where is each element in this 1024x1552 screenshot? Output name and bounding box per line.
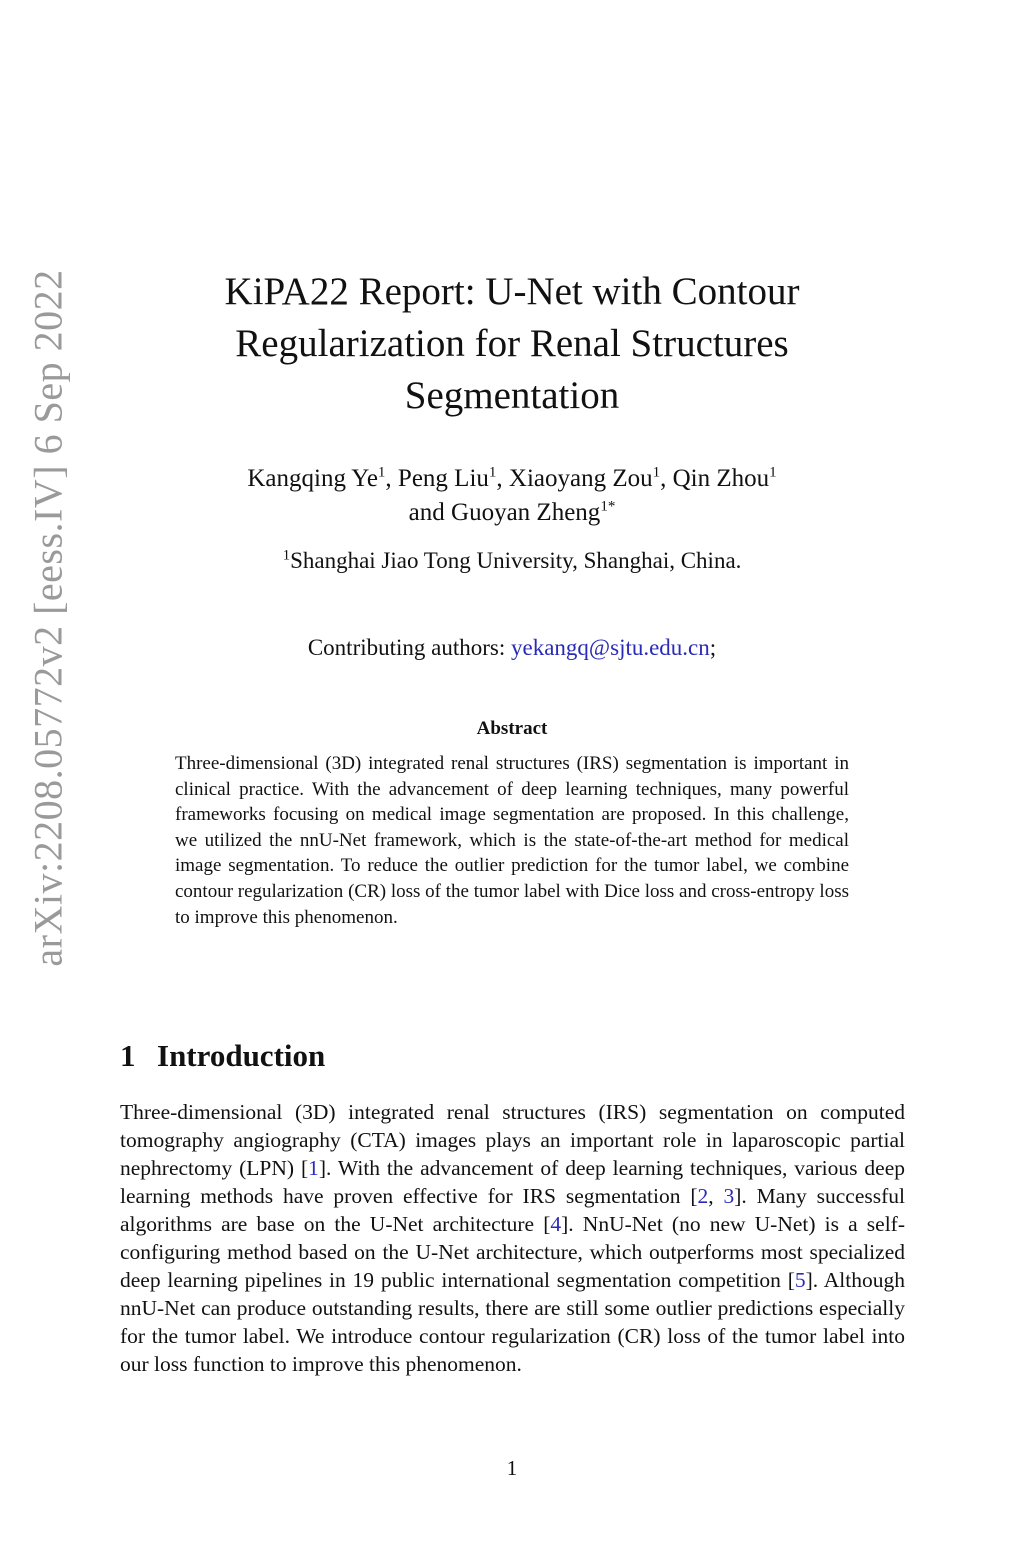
contributing-label: Contributing authors: (307, 635, 512, 660)
paragraph-text: ]. Although nnU-Net can produce outstanding results, there are still some outlier predictions especially for the tumor label. We introduce contour regularization (CR) loss of the tumor label into our loss function to improve this phenomenon. (120, 1268, 905, 1376)
citation-link[interactable]: 5 (794, 1268, 806, 1292)
abstract-heading: Abstract (476, 718, 548, 739)
paper-title (150, 266, 874, 422)
conjunction: and (408, 499, 452, 526)
paragraph-text: ]. NnU-Net (no new U-Net) is a self-configuring method based on the U-Net architecture, which outperforms most specialized deep learning pipelines in 19 public international segmentation competition [ (120, 1212, 905, 1292)
abstract-text: Three-dimensional (3D) integrated renal structures (IRS) segmentation is important in clinical practice. With the advancement of deep learning techniques, many powerful frameworks focusing on medical image segmentation are proposed. In this challenge, we utilized the nnU-Net framework, which is the state-of-the-art method for medical image segmentation. To reduce the outlier prediction for the tumor label, we combine contour regularization (CR) loss of the tumor label with Dice loss and cross-entropy loss to improve this phenomenon. (175, 753, 849, 928)
paragraph-text: , (708, 1184, 724, 1208)
author-line-2 (150, 496, 874, 530)
contributing-authors (150, 633, 874, 663)
arxiv-identifier-stamp: arXiv:2208.05772v2 [eess.IV] 6 Sep 2022 (25, 269, 71, 967)
affiliation (150, 546, 874, 576)
paragraph-text: Three-dimensional (3D) integrated renal structures (IRS) segmentation on computed tomography angiography (CTA) images plays an important role in laparoscopic partial nephrectomy (LPN) [ (120, 1100, 905, 1180)
author-name: Guoyan Zheng (451, 499, 601, 526)
citation-link[interactable]: 4 (550, 1212, 562, 1236)
title-line-2: Regularization for Renal Structures (235, 322, 789, 365)
title-line-1: KiPA22 Report: U-Net with Contour (224, 270, 800, 313)
separator: , (660, 465, 673, 492)
paragraph-text: ]. Many successful algorithms are base on the U-Net architecture [ (120, 1184, 906, 1236)
author-name: Kangqing Ye (247, 465, 378, 492)
citation-link[interactable]: 2 (697, 1184, 709, 1208)
citation-link[interactable]: 3 (723, 1184, 735, 1208)
paragraph-text: ]. With the advancement of deep learning techniques, various deep learning methods have proven effective for IRS segmentation [ (120, 1156, 905, 1208)
section-heading (120, 1038, 325, 1074)
title-line-3: Segmentation (404, 374, 620, 417)
section-number: 1 (120, 1038, 136, 1073)
affiliation-text: Shanghai Jiao Tong University, Shanghai, China. (290, 548, 742, 573)
affiliation-mark: 1 (488, 464, 497, 481)
author-name: Peng Liu (397, 465, 489, 492)
introduction-paragraph (120, 1098, 905, 1378)
separator: , (496, 465, 509, 492)
affiliation-mark: 1 (377, 464, 386, 481)
separator: , (385, 465, 398, 492)
page-number: 1 (506, 1456, 518, 1480)
corresponding-mark: 1* (600, 498, 616, 515)
citation-link[interactable]: 1 (308, 1156, 319, 1180)
author-name: Qin Zhou (672, 465, 770, 492)
author-list (150, 462, 874, 530)
contributing-trail: ; (709, 635, 717, 660)
author-name: Xiaoyang Zou (508, 465, 653, 492)
affiliation-mark: 1 (282, 547, 291, 564)
author-line-1 (150, 462, 874, 496)
affiliation-mark: 1 (652, 464, 661, 481)
section-title: Introduction (157, 1038, 326, 1073)
affiliation-mark: 1 (769, 464, 777, 481)
email-link[interactable]: yekangq@sjtu.edu.cn (511, 635, 710, 660)
